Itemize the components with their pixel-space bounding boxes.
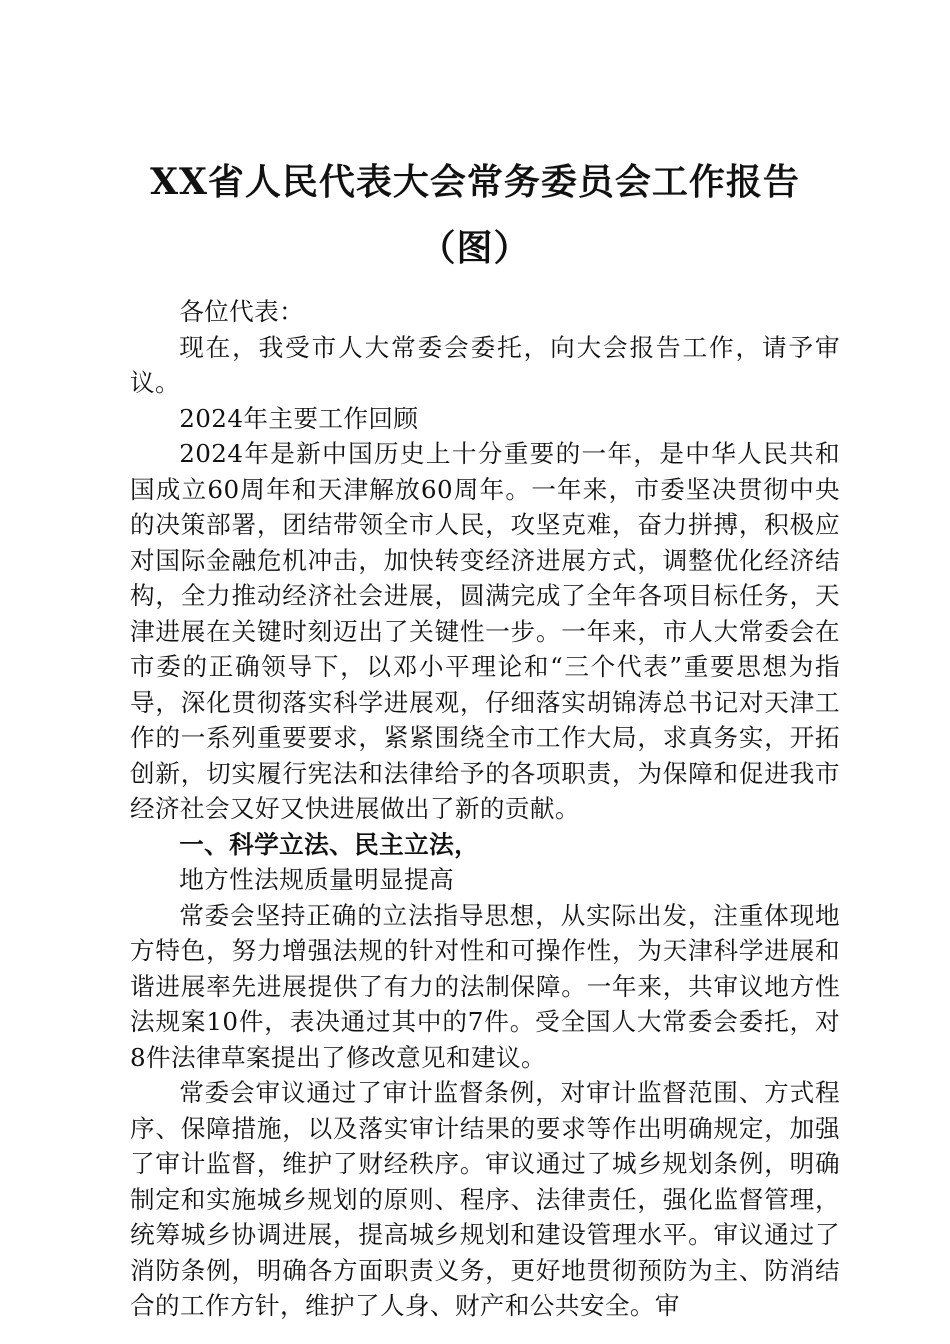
paragraph-regulations: 常委会审议通过了审计监督条例，对审计监督范围、方式程序、保障措施，以及落实审计结果的要求等作出明确规定，加强了审计监督，维护了财经秩序。审议通过了城乡规划条例，明确制定和实施城乡规划的原则、程序、法律责任，强化监督管理，统筹城乡协调进展，提高城乡规划和建设管理水平。审议通过了消防条例，明确各方面职责义务，更好地贯彻预防为主、防消结合的工作方针，维护了人身、财产和公共安全。审 — [130, 1078, 840, 1320]
salutation: 各位代表： — [179, 297, 305, 326]
subheading-1: 地方性法规质量明显提高 — [179, 865, 455, 894]
paragraph-review: 2024年是新中国历史上十分重要的一年，是中华人民共和国成立60周年和天津解放60周年。一年来，市委坚决贯彻中央的决策部署，团结带领全市人民，攻坚克难，奋力拼搏，积极应对国际金融危机冲击，加快转变经济进展方式，调整优化经济结构，全力推动经济社会进展，圆满完成了全年各项目标任务，天津进展在关键时刻迈出了关键性一步。一年来，市人大常委会在市委的正确领导下，以邓小平理论和“三个代表”重要思想为指导，深化贯彻落实科学进展观，仔细落实胡锦涛总书记对天津工作的一系列重要要求，紧紧围绕全市工作大局，求真务实，开拓创新，切实履行宪法和法律给予的各项职责，为保障和促进我市经济社会又好又快进展做出了新的贡献。 — [130, 439, 840, 823]
document-title-suffix: （图） — [419, 227, 531, 269]
section-heading-1: 一、科学立法、民主立法， — [179, 829, 480, 859]
opening-paragraph: 现在，我受市人大常委会委托，向大会报告工作，请予审议。 — [130, 332, 840, 397]
document-title: XX省人民代表大会常务委员会工作报告 — [150, 161, 800, 203]
section-title-review: 2024年主要工作回顾 — [179, 403, 419, 433]
document-body — [130, 294, 840, 1324]
paragraph-legislation: 常委会坚持正确的立法指导思想，从实际出发，注重体现地方特色，努力增强法规的针对性和可操作性，为天津科学进展和谐进展率先进展提供了有力的法制保障。一年来，共审议地方性法规案10件，表决通过其中的7件。受全国人大常委会委托，对8件法律草案提出了修改意见和建议。 — [130, 900, 840, 1072]
